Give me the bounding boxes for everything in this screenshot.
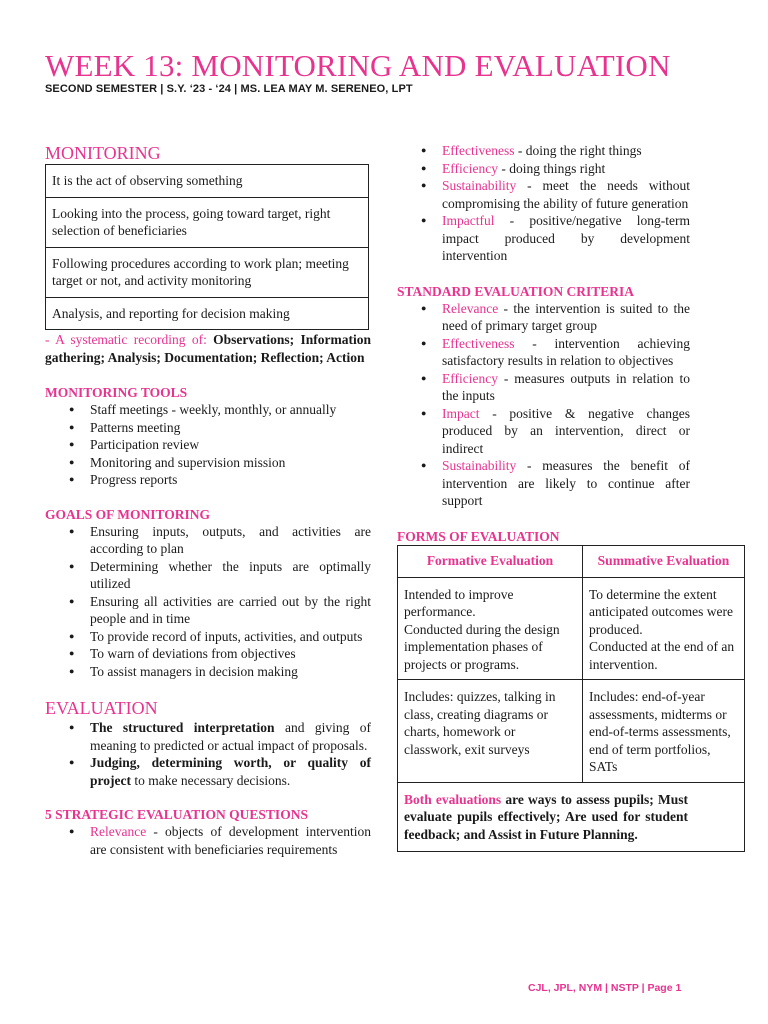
both-lead: Both evaluations: [404, 791, 502, 807]
monitoring-heading: MONITORING: [45, 143, 161, 163]
list-item: ● To assist managers in decision making: [90, 663, 371, 681]
formative-header: Formative Evaluation: [398, 545, 583, 577]
term: Sustainability: [442, 178, 517, 193]
goals-list: [45, 523, 371, 681]
term-desc: - doing the right things: [514, 143, 642, 158]
systematic-items: Observations; Information gathering; Analysis; Documentation; Reflection; Action: [45, 332, 372, 365]
questions-list-right: [397, 142, 690, 265]
tools-list: [45, 401, 371, 489]
term: Sustainability: [442, 458, 517, 473]
right-column: [397, 142, 747, 852]
formative-purpose: Intended to improve performance. Conducted during the design implementation phases of projects or programs.: [398, 577, 583, 680]
list-item: [442, 212, 690, 265]
term: Impact: [442, 405, 480, 421]
list-item: ● To provide record of inputs, activities, and outputs: [90, 628, 371, 646]
summative-purpose: To determine the extent anticipated outcomes were produced. Conducted at the end of an intervention.: [583, 577, 745, 680]
page-title: WEEK 13: MONITORING AND EVALUATION: [45, 48, 671, 83]
term: Relevance: [90, 824, 147, 839]
term-desc: - measures outputs in relation to the inputs: [442, 370, 690, 403]
criteria-list: [397, 300, 690, 510]
list-item: ● To warn of deviations from objectives: [90, 645, 371, 663]
tools-heading: MONITORING TOOLS: [45, 385, 188, 400]
list-item: [442, 142, 690, 160]
forms-heading: FORMS OF EVALUATION: [397, 528, 560, 544]
evaluation-list: [45, 719, 371, 789]
term-desc: - intervention achieving satisfactory results in relation to objectives: [442, 335, 690, 368]
term-desc: - positive & negative changes produced by an intervention, direct or indirect: [442, 405, 690, 456]
summative-examples: Includes: end-of-year assessments, midterms or end-of-terms assessments, end of term portfolios, SATs: [583, 680, 745, 783]
forms-table: [397, 545, 745, 853]
term-desc: - measures the benefit of intervention are likely to continue after support: [442, 458, 690, 508]
list-item: ● Patterns meeting: [90, 419, 371, 437]
goals-heading: GOALS OF MONITORING: [45, 506, 211, 522]
list-item: ● Participation review: [90, 436, 371, 454]
monitoring-box: Following procedures according to work plan; meeting target or not, and activity monitoring: [46, 247, 369, 297]
term-desc: - meet the needs without compromising the ability of future generation: [442, 178, 690, 211]
list-item: [90, 719, 371, 754]
evaluation-rest: and giving of meaning to predicted or actual impact of proposals.: [90, 720, 371, 753]
evaluation-rest: to make necessary decisions.: [130, 772, 291, 788]
term-desc: - doing things right: [497, 160, 606, 176]
systematic-lead: - A systematic recording of:: [45, 332, 207, 347]
list-item: [442, 370, 690, 405]
systematic-recording: [45, 331, 371, 366]
monitoring-box: Analysis, and reporting for decision making: [46, 297, 369, 330]
list-item: [90, 754, 371, 789]
evaluation-heading: EVALUATION: [45, 698, 158, 718]
both-evaluations-note: [398, 782, 745, 852]
monitoring-box: Looking into the process, going toward target, right selection of beneficiaries: [46, 197, 369, 247]
term: Efficiency: [442, 370, 498, 386]
list-item: ● Progress reports: [90, 471, 371, 489]
term: Effectiveness: [442, 143, 515, 158]
term-desc: - the intervention is suited to the need of primary target group: [442, 300, 690, 333]
list-item: [442, 457, 690, 510]
list-item: ● Staff meetings - weekly, monthly, or annually: [90, 401, 371, 419]
list-item: [442, 160, 690, 178]
criteria-heading: STANDARD EVALUATION CRITERIA: [397, 283, 635, 299]
term: Effectiveness: [442, 335, 515, 351]
term: Efficiency: [442, 160, 498, 176]
list-item: [442, 405, 690, 458]
summative-header: Summative Evaluation: [583, 545, 745, 577]
questions-list-left: [45, 823, 371, 858]
term: Relevance: [442, 300, 499, 316]
list-item: [442, 300, 690, 335]
list-item: ● Ensuring all activities are carried out by the right people and in time: [90, 593, 371, 628]
list-item: [442, 177, 690, 212]
term-desc: - positive/negative long-term impact produced by development intervention: [442, 213, 690, 263]
term-desc: - objects of development intervention are consistent with beneficiaries requirements: [90, 824, 371, 857]
evaluation-bold: Judging, determining worth, or quality of project: [90, 755, 371, 788]
list-item: [90, 823, 371, 858]
list-item: [442, 335, 690, 370]
monitoring-definition-table: [45, 164, 369, 330]
page-subtitle: SECOND SEMESTER | S.Y. ‘23 - ‘24 | MS. LEA MAY M. SERENEO, LPT: [45, 83, 413, 95]
evaluation-bold: The structured interpretation: [90, 720, 275, 735]
term: Impactful: [442, 213, 495, 228]
page-footer: CJL, JPL, NYM | NSTP | Page 1: [528, 982, 682, 994]
list-item: ● Ensuring inputs, outputs, and activities are according to plan: [90, 523, 371, 558]
list-item: ● Determining whether the inputs are optimally utilized: [90, 558, 371, 593]
left-column: [45, 142, 371, 858]
questions-heading: 5 STRATEGIC EVALUATION QUESTIONS: [45, 807, 308, 822]
both-rest: are ways to assess pupils; Must evaluate pupils effectively; Are used for student feedback; and Assist in Future Planning.: [404, 791, 688, 842]
formative-examples: Includes: quizzes, talking in class, creating diagrams or charts, homework or classwork, exit surveys: [398, 680, 583, 783]
monitoring-box: It is the act of observing something: [46, 165, 369, 198]
list-item: ● Monitoring and supervision mission: [90, 454, 371, 472]
